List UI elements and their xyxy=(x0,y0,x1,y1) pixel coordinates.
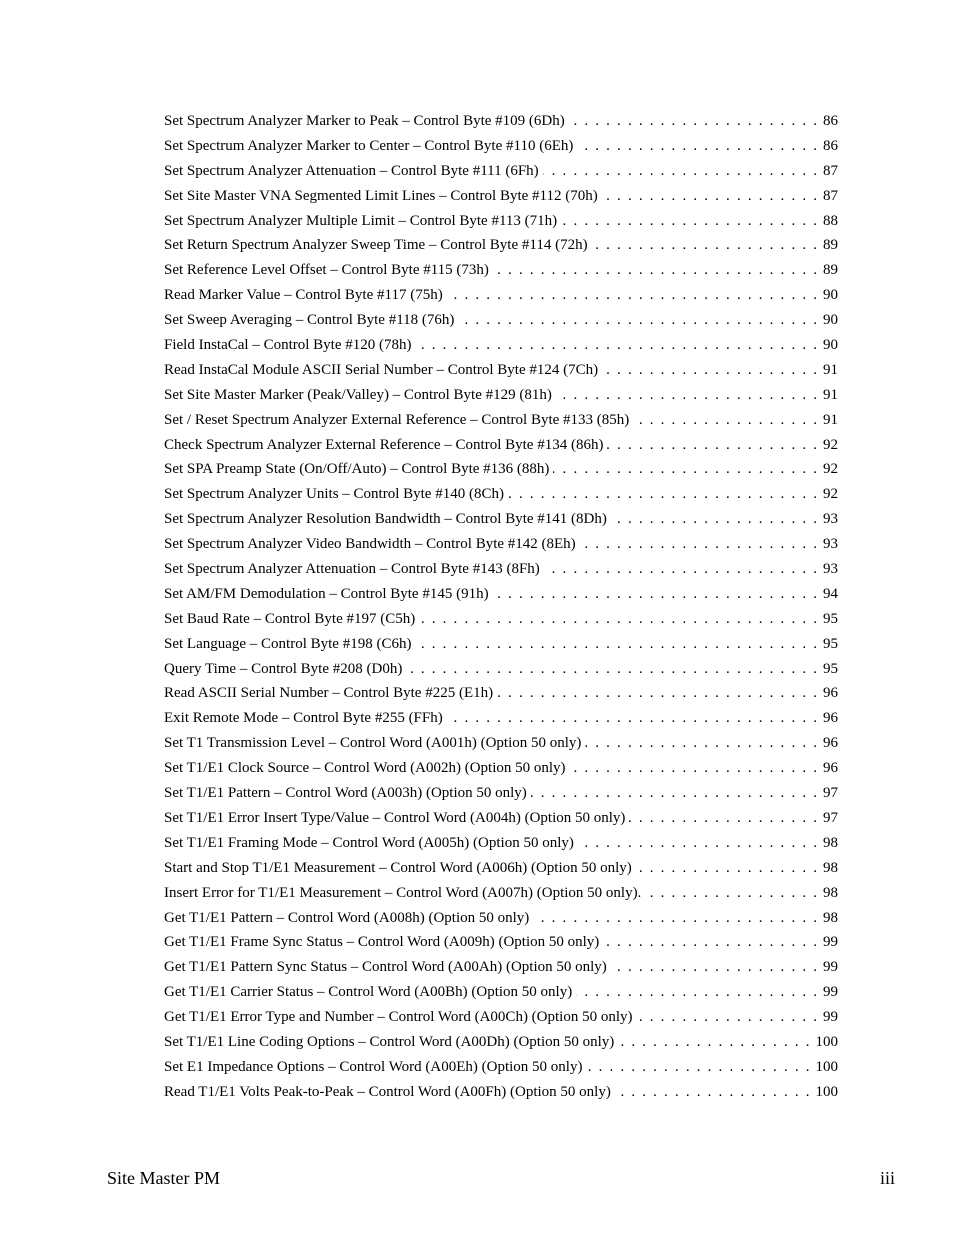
toc-dot-leader xyxy=(419,607,817,632)
toc-entry-title: Get T1/E1 Frame Sync Status – Control Word (A009h) (Option 50 only) xyxy=(164,934,600,951)
toc-entry[interactable] xyxy=(164,134,838,159)
toc-entry-page-number: 100 xyxy=(815,1083,838,1100)
toc-dot-leader xyxy=(603,930,817,955)
toc-entry-page-number: 92 xyxy=(823,486,838,503)
toc-entry[interactable] xyxy=(164,333,838,358)
toc-dot-leader xyxy=(580,532,817,557)
toc-dot-leader xyxy=(637,1005,817,1030)
toc-entry-page-number: 92 xyxy=(823,461,838,478)
toc-entry-title: Set T1/E1 Clock Source – Control Word (A002h) (Option 50 only) xyxy=(164,760,566,777)
toc-entry-page-number: 96 xyxy=(823,710,838,727)
toc-entry-title: Get T1/E1 Error Type and Number – Control Word (A00Ch) (Option 50 only) xyxy=(164,1009,633,1026)
toc-entry[interactable] xyxy=(164,258,838,283)
toc-entry[interactable] xyxy=(164,806,838,831)
toc-entry-page-number: 99 xyxy=(823,984,838,1001)
toc-entry-title: Check Spectrum Analyzer External Reference – Control Byte #134 (86h) xyxy=(164,436,604,453)
toc-entry-title: Set T1/E1 Pattern – Control Word (A003h) (Option 50 only) xyxy=(164,785,527,802)
toc-dot-leader xyxy=(611,507,817,532)
toc-dot-leader xyxy=(578,831,817,856)
footer-page-number: iii xyxy=(879,1168,895,1188)
toc-entry[interactable] xyxy=(164,980,838,1005)
toc-entry-title: Set Spectrum Analyzer Multiple Limit – Control Byte #113 (71h) xyxy=(164,212,558,229)
toc-entry-page-number: 96 xyxy=(823,735,838,752)
toc-entry-page-number: 93 xyxy=(823,561,838,578)
toc-entry[interactable] xyxy=(164,383,838,408)
toc-entry-page-number: 97 xyxy=(823,809,838,826)
toc-entry[interactable] xyxy=(164,233,838,258)
toc-entry[interactable] xyxy=(164,607,838,632)
toc-entry-page-number: 98 xyxy=(823,859,838,876)
toc-dot-leader xyxy=(586,1055,809,1080)
toc-dot-leader xyxy=(576,980,817,1005)
toc-dot-leader xyxy=(602,184,817,209)
toc-entry[interactable] xyxy=(164,930,838,955)
toc-dot-leader xyxy=(636,856,817,881)
toc-dot-leader xyxy=(618,1030,809,1055)
toc-entry[interactable] xyxy=(164,532,838,557)
toc-entry[interactable] xyxy=(164,557,838,582)
toc-entry-title: Set Site Master Marker (Peak/Valley) – Control Byte #129 (81h) xyxy=(164,386,552,403)
toc-entry[interactable] xyxy=(164,955,838,980)
toc-entry[interactable] xyxy=(164,159,838,184)
toc-entry-page-number: 94 xyxy=(823,585,838,602)
toc-entry-page-number: 86 xyxy=(823,137,838,154)
toc-entry-title: Set Return Spectrum Analyzer Sweep Time – Control Byte #114 (72h) xyxy=(164,237,588,254)
toc-dot-leader xyxy=(531,781,817,806)
toc-entry-title: Read ASCII Serial Number – Control Byte #225 (E1h) xyxy=(164,685,494,702)
toc-entry-title: Set Site Master VNA Segmented Limit Lines – Control Byte #112 (70h) xyxy=(164,187,598,204)
toc-dot-leader xyxy=(458,308,817,333)
toc-dot-leader xyxy=(561,209,817,234)
toc-entry[interactable] xyxy=(164,507,838,532)
toc-dot-leader xyxy=(447,283,817,308)
toc-dot-leader xyxy=(493,258,817,283)
toc-dot-leader xyxy=(645,881,817,906)
toc-entry-title: Set Reference Level Offset – Control Byte #115 (73h) xyxy=(164,262,489,279)
toc-dot-leader xyxy=(508,482,817,507)
toc-entry[interactable] xyxy=(164,1055,838,1080)
table-of-contents xyxy=(164,109,838,1105)
toc-entry-title: Read InstaCal Module ASCII Serial Number – Control Byte #124 (7Ch) xyxy=(164,361,599,378)
toc-entry-page-number: 90 xyxy=(823,337,838,354)
toc-dot-leader xyxy=(615,1080,810,1105)
toc-entry-page-number: 93 xyxy=(823,536,838,553)
toc-entry[interactable] xyxy=(164,184,838,209)
toc-entry-page-number: 97 xyxy=(823,785,838,802)
toc-dot-leader xyxy=(602,358,817,383)
toc-entry-page-number: 99 xyxy=(823,934,838,951)
toc-entry-title: Read T1/E1 Volts Peak-to-Peak – Control Word (A00Fh) (Option 50 only) xyxy=(164,1083,611,1100)
toc-entry-title: Get T1/E1 Carrier Status – Control Word (A00Bh) (Option 50 only) xyxy=(164,984,573,1001)
toc-entry-title: Set Baud Rate – Control Byte #197 (C5h) xyxy=(164,610,416,627)
toc-entry[interactable] xyxy=(164,831,838,856)
toc-entry[interactable] xyxy=(164,756,838,781)
toc-entry-title: Set Spectrum Analyzer Video Bandwidth – Control Byte #142 (8Eh) xyxy=(164,536,576,553)
toc-entry-page-number: 93 xyxy=(823,511,838,528)
toc-entry[interactable] xyxy=(164,856,838,881)
toc-dot-leader xyxy=(585,731,817,756)
toc-dot-leader xyxy=(577,134,817,159)
toc-dot-leader xyxy=(629,806,817,831)
toc-entry-title: Read Marker Value – Control Byte #117 (75h) xyxy=(164,287,443,304)
toc-entry-page-number: 99 xyxy=(823,1009,838,1026)
toc-dot-leader xyxy=(607,433,817,458)
toc-entry-title: Set Spectrum Analyzer Marker to Peak – Control Byte #109 (6Dh) xyxy=(164,113,565,129)
toc-entry-page-number: 95 xyxy=(823,610,838,627)
toc-entry[interactable] xyxy=(164,408,838,433)
toc-entry-title: Set E1 Impedance Options – Control Word (A00Eh) (Option 50 only) xyxy=(164,1058,583,1075)
toc-dot-leader xyxy=(633,408,817,433)
toc-entry-title: Set / Reset Spectrum Analyzer External Reference – Control Byte #133 (85h) xyxy=(164,411,630,428)
toc-entry[interactable] xyxy=(164,632,838,657)
toc-entry-title: Set SPA Preamp State (On/Off/Auto) – Control Byte #136 (88h) xyxy=(164,461,550,478)
toc-entry-page-number: 100 xyxy=(815,1033,838,1050)
toc-dot-leader xyxy=(497,681,817,706)
toc-dot-leader xyxy=(533,906,817,931)
toc-dot-leader xyxy=(447,706,817,731)
toc-dot-leader xyxy=(415,632,817,657)
toc-entry[interactable] xyxy=(164,731,838,756)
toc-entry[interactable] xyxy=(164,706,838,731)
toc-dot-leader xyxy=(592,233,817,258)
toc-entry[interactable] xyxy=(164,582,838,607)
toc-dot-leader xyxy=(406,657,817,682)
toc-entry-title: Set Spectrum Analyzer Marker to Center – Control Byte #110 (6Eh) xyxy=(164,137,574,154)
toc-dot-leader xyxy=(493,582,817,607)
toc-dot-leader xyxy=(543,159,817,184)
toc-entry[interactable] xyxy=(164,109,838,134)
toc-entry[interactable] xyxy=(164,657,838,682)
toc-entry[interactable] xyxy=(164,681,838,706)
toc-entry-page-number: 91 xyxy=(823,361,838,378)
toc-entry-title: Field InstaCal – Control Byte #120 (78h) xyxy=(164,337,412,354)
toc-entry-title: Start and Stop T1/E1 Measurement – Control Word (A006h) (Option 50 only) xyxy=(164,859,632,876)
toc-entry-title: Set T1/E1 Error Insert Type/Value – Control Word (A004h) (Option 50 only) xyxy=(164,809,626,826)
toc-entry-page-number: 98 xyxy=(823,909,838,926)
toc-entry-title: Set Sweep Averaging – Control Byte #118 (76h) xyxy=(164,312,455,329)
toc-dot-leader xyxy=(544,557,817,582)
toc-entry[interactable] xyxy=(164,209,838,234)
toc-entry-page-number: 100 xyxy=(815,1058,838,1075)
toc-entry-title: Set Language – Control Byte #198 (C6h) xyxy=(164,635,412,652)
toc-entry-title: Set AM/FM Demodulation – Control Byte #145 (91h) xyxy=(164,585,489,602)
toc-dot-leader xyxy=(569,109,817,134)
toc-entry-page-number: 95 xyxy=(823,660,838,677)
toc-entry-page-number: 96 xyxy=(823,685,838,702)
toc-entry[interactable] xyxy=(164,482,838,507)
toc-entry[interactable] xyxy=(164,457,838,482)
toc-entry-title: Get T1/E1 Pattern – Control Word (A008h) (Option 50 only) xyxy=(164,909,530,926)
toc-entry-page-number: 96 xyxy=(823,760,838,777)
toc-dot-leader xyxy=(570,756,817,781)
toc-entry-title: Set Spectrum Analyzer Units – Control Byte #140 (8Ch) xyxy=(164,486,504,503)
toc-entry-title: Set T1/E1 Line Coding Options – Control Word (A00Dh) (Option 50 only) xyxy=(164,1033,615,1050)
toc-entry[interactable] xyxy=(164,1005,838,1030)
toc-entry-page-number: 88 xyxy=(823,212,838,229)
toc-entry-title: Set Spectrum Analyzer Attenuation – Control Byte #111 (6Fh) xyxy=(164,162,539,179)
toc-entry[interactable] xyxy=(164,308,838,333)
toc-entry[interactable] xyxy=(164,881,838,906)
toc-entry-page-number: 90 xyxy=(823,287,838,304)
toc-entry-page-number: 89 xyxy=(823,237,838,254)
toc-entry-page-number: 98 xyxy=(823,884,838,901)
toc-entry-page-number: 95 xyxy=(823,635,838,652)
toc-entry[interactable] xyxy=(164,433,838,458)
toc-entry-page-number: 98 xyxy=(823,834,838,851)
toc-entry-title: Query Time – Control Byte #208 (D0h) xyxy=(164,660,403,677)
toc-entry-page-number: 92 xyxy=(823,436,838,453)
toc-entry-page-number: 91 xyxy=(823,386,838,403)
footer-document-title: Site Master PM xyxy=(107,1168,221,1188)
page-footer xyxy=(107,1166,895,1190)
toc-entry[interactable] xyxy=(164,358,838,383)
toc-entry-page-number: 86 xyxy=(823,113,838,129)
toc-entry-title: Set T1 Transmission Level – Control Word (A001h) (Option 50 only) xyxy=(164,735,582,752)
toc-dot-leader xyxy=(415,333,817,358)
toc-entry-title: Insert Error for T1/E1 Measurement – Control Word (A007h) (Option 50 only). xyxy=(164,884,642,901)
toc-entry-title: Set T1/E1 Framing Mode – Control Word (A005h) (Option 50 only) xyxy=(164,834,574,851)
toc-entry-title: Exit Remote Mode – Control Byte #255 (FFh) xyxy=(164,710,443,727)
toc-entry[interactable] xyxy=(164,1030,838,1055)
toc-entry[interactable] xyxy=(164,906,838,931)
toc-entry-title: Set Spectrum Analyzer Resolution Bandwidth – Control Byte #141 (8Dh) xyxy=(164,511,607,528)
toc-dot-leader xyxy=(556,383,817,408)
toc-entry-page-number: 99 xyxy=(823,959,838,976)
toc-entry-page-number: 90 xyxy=(823,312,838,329)
toc-entry[interactable] xyxy=(164,781,838,806)
toc-entry[interactable] xyxy=(164,1080,838,1105)
toc-entry-page-number: 87 xyxy=(823,187,838,204)
toc-entry-title: Get T1/E1 Pattern Sync Status – Control Word (A00Ah) (Option 50 only) xyxy=(164,959,607,976)
toc-dot-leader xyxy=(611,955,817,980)
toc-dot-leader xyxy=(553,457,817,482)
toc-entry-title: Set Spectrum Analyzer Attenuation – Control Byte #143 (8Fh) xyxy=(164,561,540,578)
toc-entry[interactable] xyxy=(164,283,838,308)
toc-entry-page-number: 91 xyxy=(823,411,838,428)
toc-entry-page-number: 87 xyxy=(823,162,838,179)
toc-entry-page-number: 89 xyxy=(823,262,838,279)
